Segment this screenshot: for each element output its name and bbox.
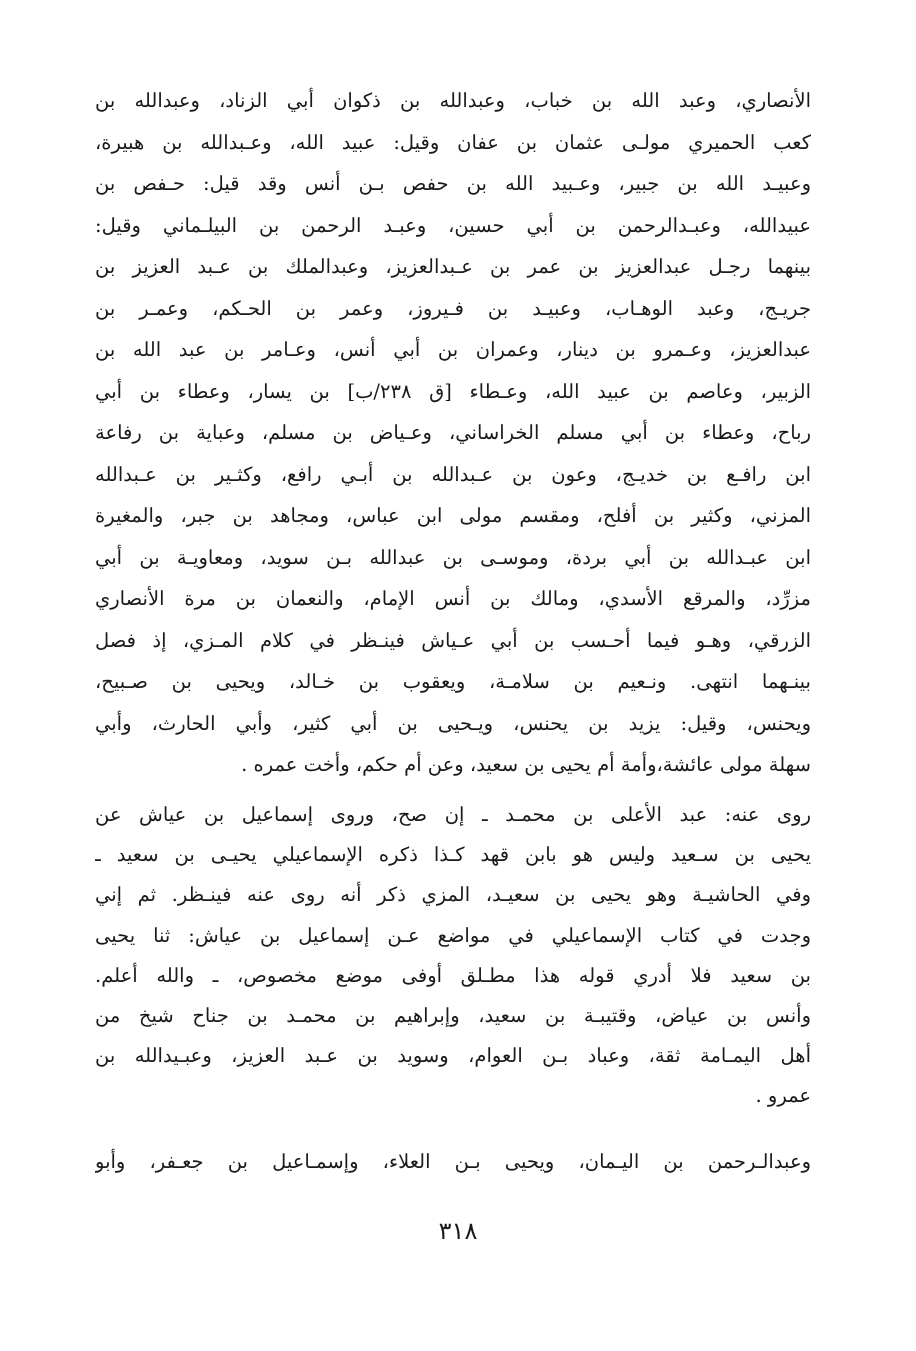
paragraph-narrators-from (95, 80, 811, 786)
text-line: سهلة مولى عائشة،وأمة أم يحيى بن سعيد، وعن أم حكم، وأخت عمره . (241, 753, 811, 776)
text-line: وأنس بن عياض، وقتيبـة بن سعيد، وإبراهيم بن محمـد بن جناح شيخ من (95, 1003, 811, 1027)
text-line: أهل اليمـامة ثقة، وعباد بـن العوام، وسويد بن عـبد العزيز، وعبـيدالله بن (95, 1044, 811, 1068)
text-line: رباح، وعطاء بن أبي مسلم الخراساني، وعـياض بن مسلم، وعباية بن رفاعة (95, 421, 811, 444)
text-line: روى عنه: عبد الأعلى بن محمـد ـ إن صح، وروى إسماعيل بن عياش عن (95, 803, 811, 826)
text-line: بن سعيد فلا أدري قوله هذا مطـلق أوفى موضع مخصوص، ـ والله أعلم. (95, 963, 811, 987)
paragraph-continued (95, 1141, 811, 1183)
text-line: يحيى بن سـعيد وليس هو بابن قهد كـذا ذكره الإسماعيلي يحيـى بن سعيد ـ (95, 843, 811, 867)
page-number: ٣١٨ (438, 1217, 478, 1245)
text-line: بينهما رجـل عبدالعزيز بن عمر بن عـبدالعزيز، وعبدالملك بن عـبد العزيز بن (95, 255, 811, 278)
text-line: الزرقي، وهـو فيما أحـسب بن أبي عـياش فينـظر في كلام المـزي، إذ فصل (95, 628, 811, 652)
text-line: عبدالعزيز، وعـمرو بن دينار، وعمران بن أبي أنس، وعـامر بن عبد الله بن (95, 338, 811, 361)
text-line: بينـهما انتهى. ونـعيم بن سلامـة، ويعقوب بن خـالد، ويحيى بن صـبيح، (95, 670, 811, 693)
text-line: وجدت في كتاب الإسماعيلي في مواضع عـن إسماعيل بن عياش: ثنا يحيى (95, 923, 811, 947)
text-line: ويحنس، وقيل: يزيد بن يحنس، ويـحيى بن أبي كثير، وأبي الحارث، وأبي (95, 711, 811, 735)
text-line: مزرِّد، والمرقع الأسدي، ومالك بن أنس الإمام، والنعمان بن مرة الأنصاري (95, 587, 811, 610)
text-line: الأنصاري، وعبد الله بن خباب، وعبدالله بن ذكوان أبي الزناد، وعبدالله بن (95, 89, 811, 112)
text-line: وعبدالـرحمن بن اليـمان، ويحيى بـن العلاء، وإسمـاعيل بن جعـفر، وأبو (95, 1150, 811, 1173)
text-line: كعب الحميري مولـى عثمان بن عفان وقيل: عبيد الله، وعـبدالله بن هبيرة، (95, 130, 811, 154)
text-line: وعبيـد الله بن جبير، وعـبيد الله بن حفص بـن أنس وقد قيل: حـفص بن (95, 172, 811, 195)
text-line: ابن عبـدالله بن أبي بردة، وموسـى بن عبدالله بـن سويد، ومعاويـة بن أبي (95, 545, 811, 569)
text-line: وفي الحاشيـة وهو يحيى بن سعيـد، المزي ذكر أنه روى عنه فينـظر. ثم إني (95, 883, 811, 907)
paragraph-narrated-by (95, 795, 811, 1117)
text-line: الزبير، وعاصم بن عبيد الله، وعـطاء [ق ٢٣٨/ب] بن يسار، وعطاء بن أبي (95, 379, 811, 403)
text-line: ابن رافـع بن خديـج، وعون بن عـبدالله بن أبـي رافع، وكثـير بن عـبدالله (95, 462, 811, 486)
text-line: جريـج، وعبد الوهـاب، وعبيـد بن فـيروز، وعمر بن الحـكم، وعمـر بن (95, 296, 811, 320)
text-line: عبيدالله، وعبـدالرحمن بن أبي حسين، وعبـد الرحمن بن البيلـماني وقيل: (95, 213, 811, 237)
text-line: عمرو . (755, 1084, 811, 1108)
text-line: المزني، وكثير بن أفلح، ومقسم مولى ابن عباس، ومجاهد بن جبر، والمغيرة (95, 504, 811, 527)
